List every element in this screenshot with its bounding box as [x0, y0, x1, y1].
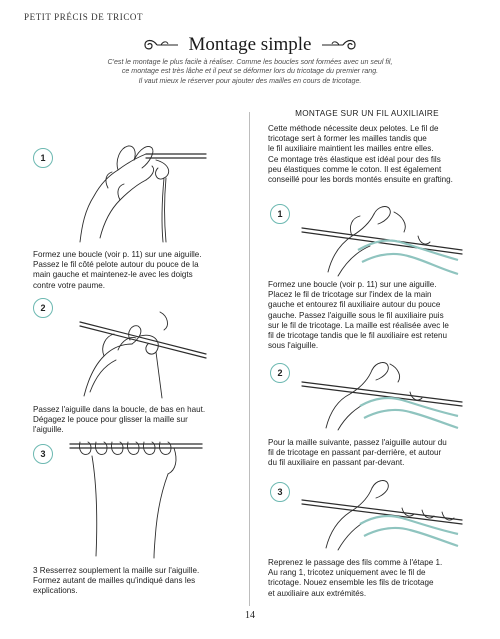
- intro-line: Ce montage très élastique est idéal pour des fils: [268, 154, 441, 164]
- step-text-line: contre votre paume.: [33, 280, 105, 290]
- step-text-line: Formez une boucle (voir p. 11) sur une aiguille.: [33, 250, 202, 259]
- step-text-line: gauche et entourez fil auxiliaire autour du pouce: [268, 300, 441, 310]
- step-text-line: Passez l'aiguille dans la boucle, de bas en haut.: [33, 405, 206, 414]
- step-text-line: du fil auxiliaire en passant par-devant.: [268, 458, 405, 468]
- step-text-line: Formez une boucle (voir p. 11) sur une aiguille.: [268, 280, 437, 289]
- left-ornament-icon: [141, 38, 179, 52]
- running-head: PETIT PRÉCIS DE TRICOT: [24, 12, 144, 22]
- title-row: [0, 34, 500, 56]
- intro-line: C'est le montage le plus facile à réaliser. Comme les boucles sont formées avec un seul fil,: [107, 58, 393, 66]
- step-text-line: et auxiliaire aux extrémités.: [268, 588, 367, 598]
- intro-line: Cette méthode nécessite deux pelotes. Le fil de: [268, 124, 439, 133]
- step-number-badge: 3: [270, 482, 290, 502]
- step-number-badge: 2: [33, 298, 53, 318]
- intro-line: le fil auxiliaire maintient les mailles entre elles.: [268, 144, 434, 154]
- step-text-line: fil de tricotage en passant par-derrière, et autour: [268, 448, 442, 458]
- step-text-line: Passez le fil côté pelote autour du pouce de la: [33, 260, 199, 270]
- step-instructions: [268, 558, 478, 599]
- intro-text: [60, 58, 440, 86]
- step-text-line: l'aiguille.: [33, 425, 64, 435]
- intro-line: conseillé pour les bords montés ensuite en grafting.: [268, 175, 453, 185]
- page-title: Montage simple: [188, 34, 312, 55]
- step-text-line: sous l'aiguille.: [268, 341, 319, 351]
- step-text-line: 3 Resserrez souplement la maille sur l'aiguille.: [33, 566, 200, 575]
- step-text-line: Formez autant de mailles qu'indiqué dans les: [33, 576, 196, 586]
- intro-line: ce montage est très lâche et il peut se déformer lors du tricotage du premier rang.: [121, 67, 379, 76]
- step-instructions: [268, 280, 478, 351]
- illustration-hand-loop-icon: [60, 130, 210, 245]
- section-intro: [268, 124, 478, 185]
- right-ornament-icon: [321, 38, 359, 52]
- step-text-line: tricotage. Nouez ensemble les fils de tricotage: [268, 578, 434, 588]
- step-number-badge: 2: [270, 363, 290, 383]
- step-instructions: [268, 438, 478, 469]
- page-number: 14: [245, 610, 255, 621]
- step-text-line: Placez le fil de tricotage sur l'index de la main: [268, 290, 432, 300]
- step-text-line: Au rang 1, tricotez uniquement avec le fil de: [268, 568, 426, 578]
- step-text-line: fil de tricotage tandis que le fil auxiliaire est retenu: [268, 331, 448, 341]
- step-instructions: [33, 250, 243, 291]
- illustration-aux-yarn-step1-icon: [298, 192, 466, 280]
- step-number-badge: 1: [270, 204, 290, 224]
- step-instructions: [33, 566, 243, 597]
- section-heading: MONTAGE SUR UN FIL AUXILIAIRE: [295, 109, 439, 118]
- illustration-aux-yarn-step2-icon: [298, 352, 466, 432]
- step-number-badge: 3: [33, 444, 53, 464]
- intro-line: peu élastiques comme le coton. Il est également: [268, 164, 442, 174]
- step-text-line: Dégagez le pouce pour glisser la maille sur: [33, 415, 188, 425]
- step-text-line: main gauche et maintenez-le avec les doigts: [33, 270, 193, 280]
- illustration-cast-on-stitches-icon: [66, 430, 206, 560]
- step-text-line: explications.: [33, 586, 78, 596]
- step-text-line: sur le fil de tricotage. La maille est réalisée avec le: [268, 320, 449, 330]
- intro-line: Il vaut mieux le réserver pour ajouter des mailles en cours de tricotage.: [138, 76, 362, 85]
- step-text-line: Reprenez le passage des fils comme à l'étape 1.: [268, 558, 443, 567]
- illustration-needle-through-loop-icon: [60, 292, 210, 400]
- step-number-badge: 1: [33, 148, 53, 168]
- step-text-line: Pour la maille suivante, passez l'aiguille autour du: [268, 438, 447, 447]
- column-divider: [249, 112, 250, 606]
- step-text-line: gauche. Passez l'aiguille sous le fil auxiliaire puis: [268, 310, 444, 320]
- intro-line: tricotage sert à former les mailles tandis que: [268, 134, 427, 144]
- illustration-aux-yarn-step3-icon: [298, 472, 466, 552]
